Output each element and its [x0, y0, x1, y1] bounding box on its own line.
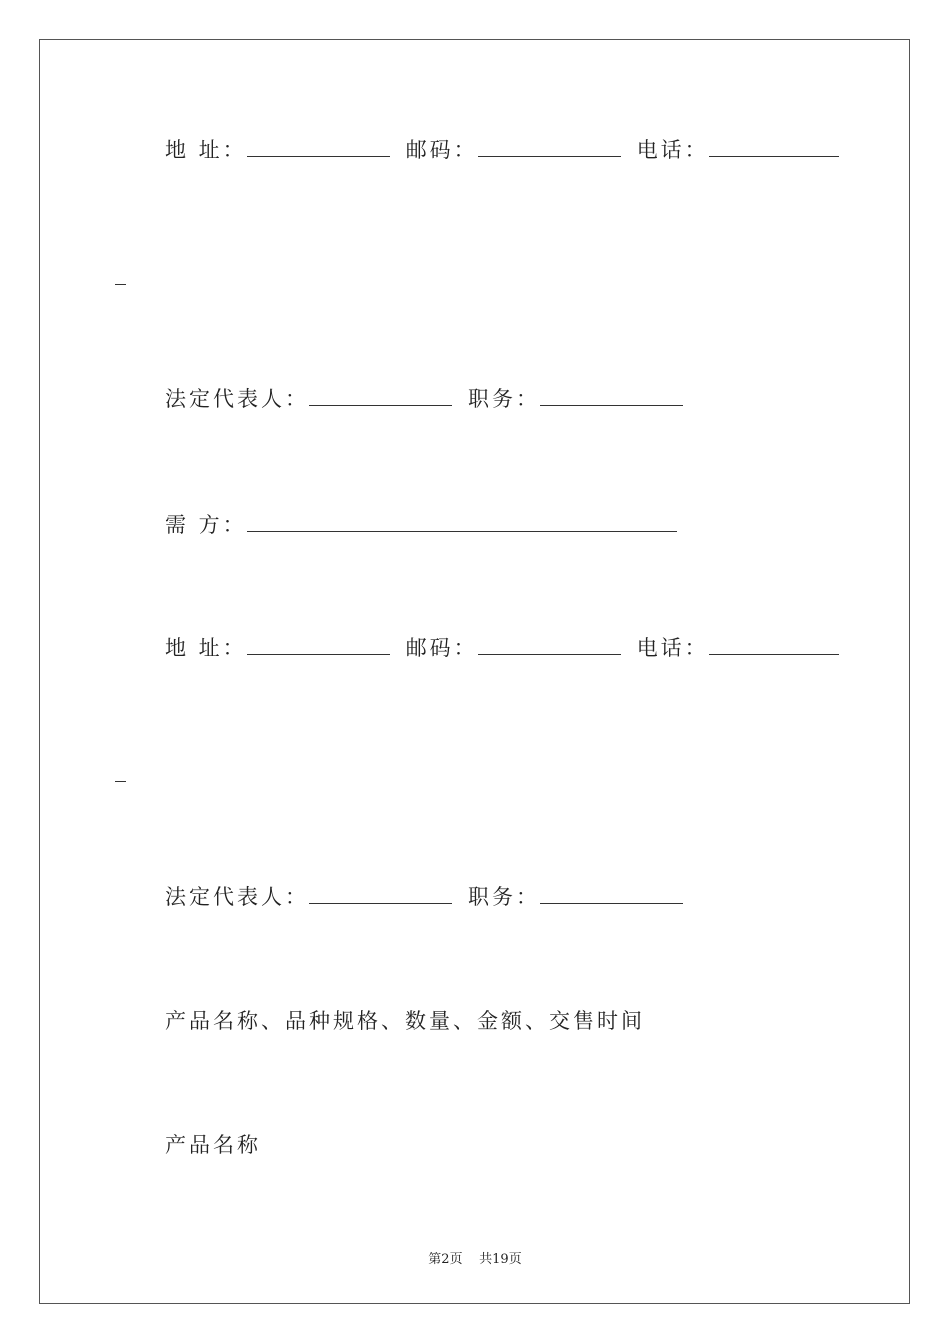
separator-dash	[115, 781, 126, 782]
buyer-row	[165, 512, 677, 538]
buyer-address-blank[interactable]	[247, 636, 390, 655]
supplier-phone-label: 电话：	[636, 138, 709, 162]
buyer-rep-blank[interactable]	[309, 885, 452, 904]
supplier-postcode-label: 邮码：	[405, 138, 478, 162]
buyer-rep-row	[165, 884, 683, 910]
supplier-title-label: 职务：	[468, 387, 540, 411]
buyer-rep-label: 法定代表人：	[165, 885, 309, 909]
buyer-title-label: 职务：	[468, 885, 540, 909]
page-number: 2	[441, 1252, 450, 1267]
supplier-rep-row	[165, 386, 683, 412]
buyer-label: 需 方：	[165, 513, 247, 537]
page-prefix: 第	[428, 1252, 442, 1267]
product-name-heading: 产品名称	[165, 1133, 261, 1157]
supplier-title-blank[interactable]	[540, 387, 683, 406]
page-suffix: 页	[449, 1252, 463, 1267]
buyer-blank[interactable]	[247, 513, 677, 532]
section-heading: 产品名称、品种规格、数量、金额、交售时间	[165, 1009, 645, 1033]
buyer-title-blank[interactable]	[540, 885, 683, 904]
page-border	[39, 39, 910, 1304]
buyer-phone-blank[interactable]	[709, 636, 839, 655]
separator-dash	[115, 284, 126, 285]
buyer-phone-label: 电话：	[636, 636, 709, 660]
supplier-address-label: 地 址：	[165, 138, 247, 162]
buyer-address-row	[165, 635, 839, 661]
supplier-rep-blank[interactable]	[309, 387, 452, 406]
total-pages: 19	[492, 1252, 509, 1267]
total-suffix: 页	[508, 1252, 522, 1267]
supplier-rep-label: 法定代表人：	[165, 387, 309, 411]
buyer-postcode-blank[interactable]	[478, 636, 621, 655]
supplier-postcode-blank[interactable]	[478, 138, 621, 157]
supplier-phone-blank[interactable]	[709, 138, 839, 157]
buyer-postcode-label: 邮码：	[405, 636, 478, 660]
page-footer	[0, 1248, 950, 1267]
buyer-address-label: 地 址：	[165, 636, 247, 660]
total-prefix: 共	[479, 1252, 493, 1267]
supplier-address-blank[interactable]	[247, 138, 390, 157]
supplier-address-row	[165, 137, 839, 163]
